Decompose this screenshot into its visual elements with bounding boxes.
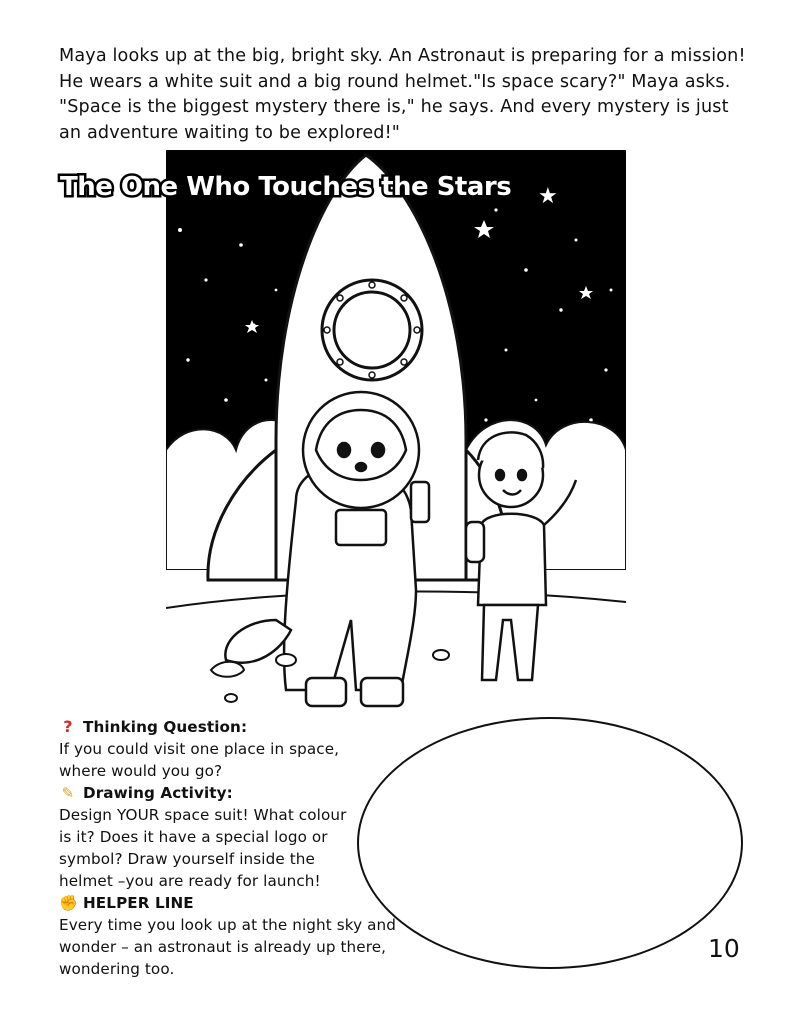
helper-line-text: Every time you look up at the night sky and wonder – an astronaut is already up there, wondering too. bbox=[59, 916, 396, 978]
thinking-question-label: Thinking Question: bbox=[83, 718, 248, 736]
helper-line-heading bbox=[59, 892, 419, 914]
illustration-title: The One Who Touches the Stars bbox=[60, 172, 512, 202]
story-paragraph: Maya looks up at the big, bright sky. An Astronaut is preparing for a mission! He wears a white suit and a big round helmet."Is space scary?" Maya asks. "Space is the biggest mystery there is," he says. And every mystery is just an adventure waiting to be explored!" bbox=[59, 46, 746, 143]
thinking-question-heading bbox=[59, 716, 419, 738]
page-number: 10 bbox=[708, 934, 740, 963]
thinking-question-text: If you could visit one place in space, where would you go? bbox=[59, 740, 340, 780]
question-mark-icon: ? bbox=[63, 717, 73, 736]
drawing-activity-text: Design YOUR space suit! What colour is it? Does it have a special logo or symbol? Draw yourself inside the helmet –you are ready for launch! bbox=[59, 806, 347, 890]
coloring-illustration bbox=[166, 150, 626, 718]
drawing-activity-label: Drawing Activity: bbox=[83, 784, 233, 802]
drawing-activity-heading bbox=[59, 782, 419, 804]
star-icon: ★ bbox=[538, 184, 558, 209]
drawing-oval[interactable] bbox=[357, 717, 743, 969]
pencil-icon: ✎ bbox=[61, 784, 75, 802]
helper-line-label: HELPER LINE bbox=[83, 894, 194, 912]
flexed-arm-icon: ✊ bbox=[59, 894, 78, 912]
